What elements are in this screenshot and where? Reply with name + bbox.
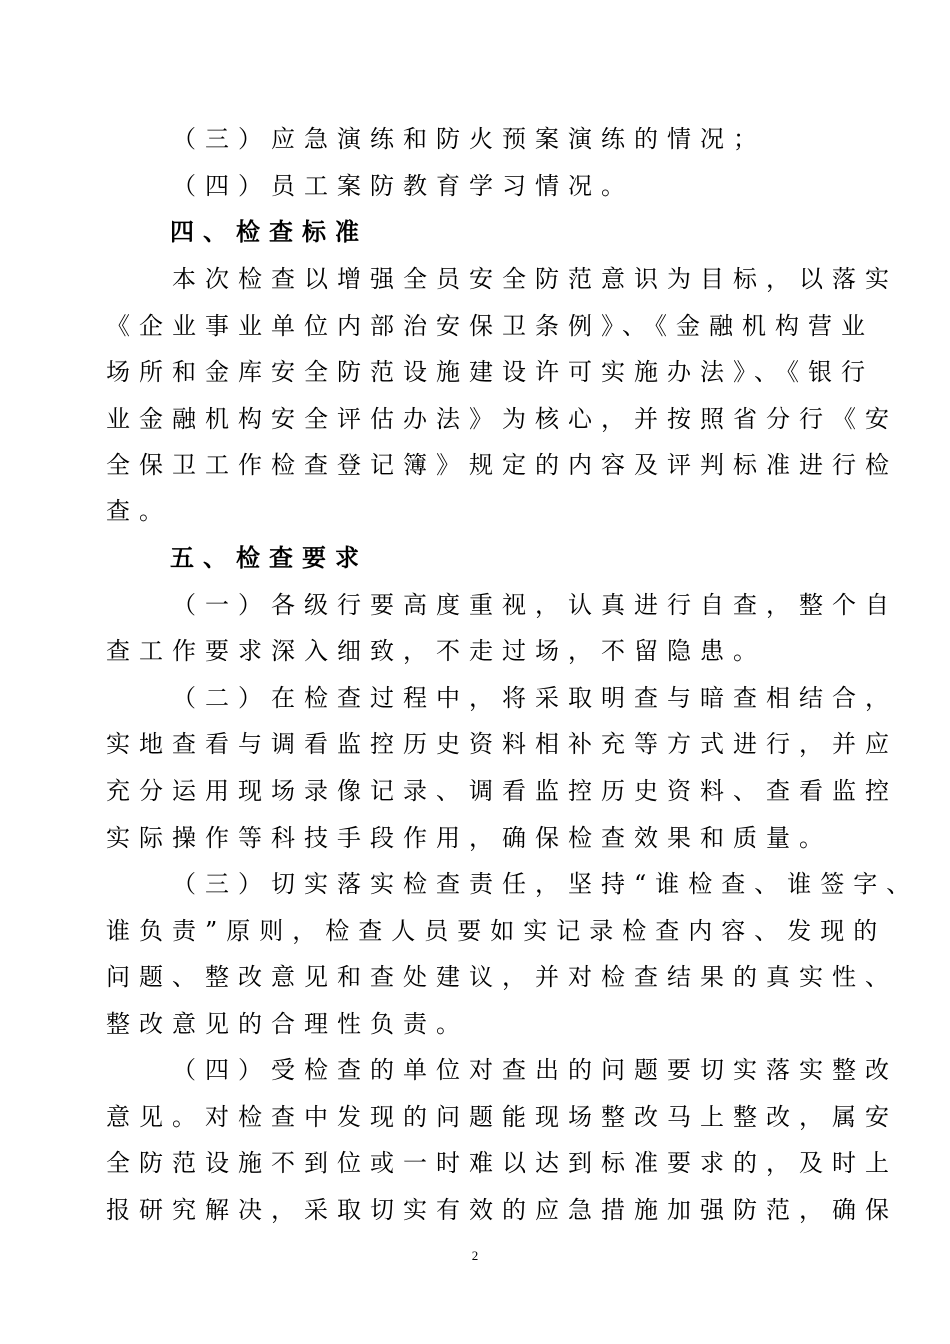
paragraph-line: （四）受检查的单位对查出的问题要切实落实整改 [172,1056,898,1084]
paragraph-line: 报研究解决，采取切实有效的应急措施加强防范，确保 [106,1196,898,1224]
paragraph-line: 全防范设施不到位或一时难以达到标准要求的，及时上 [106,1149,898,1177]
paragraph-line: 查工作要求深入细致，不走过场，不留隐患。 [106,637,766,665]
paragraph-line: 查。 [106,497,172,525]
paragraph-line: （二）在检查过程中，将采取明查与暗查相结合， [172,684,898,712]
paragraph-line: 整改意见的合理性负责。 [106,1010,469,1038]
page-number: 2 [471,1248,479,1263]
paragraph-line: 场所和金库安全防范设施建设许可实施办法》、《银行 [106,358,874,386]
section-heading-requirements: 五、检查要求 [170,543,368,572]
list-item-drill-situation: （三）应急演练和防火预案演练的情况； [172,125,766,153]
paragraph-line: 实地查看与调看监控历史资料相补充等方式进行，并应 [106,730,898,758]
paragraph-line: 全保卫工作检查登记簿》规定的内容及评判标准进行检 [106,451,898,479]
paragraph-line: 本次检查以增强全员安全防范意识为目标，以落实 [172,265,898,293]
paragraph-line: （一）各级行要高度重视，认真进行自查，整个自 [172,591,898,619]
list-item-staff-education: （四）员工案防教育学习情况。 [172,172,634,200]
paragraph-line: （三）切实落实检查责任，坚持“谁检查、谁签字、 [172,870,920,898]
paragraph-line: 问题、整改意见和查处建议，并对检查结果的真实性、 [106,963,898,991]
paragraph-line: 意见。对检查中发现的问题能现场整改马上整改，属安 [106,1103,898,1131]
paragraph-line: 谁负责”原则，检查人员要如实记录检查内容、发现的 [106,917,887,945]
section-heading-standards: 四、检查标准 [170,217,368,246]
paragraph-line: 充分运用现场录像记录、调看监控历史资料、查看监控 [106,777,898,805]
paragraph-line: 业金融机构安全评估办法》为核心，并按照省分行《安 [106,405,898,433]
paragraph-line: 《企业事业单位内部治安保卫条例》、《金融机构营业 [106,312,874,340]
paragraph-line: 实际操作等科技手段作用，确保检查效果和质量。 [106,824,832,852]
